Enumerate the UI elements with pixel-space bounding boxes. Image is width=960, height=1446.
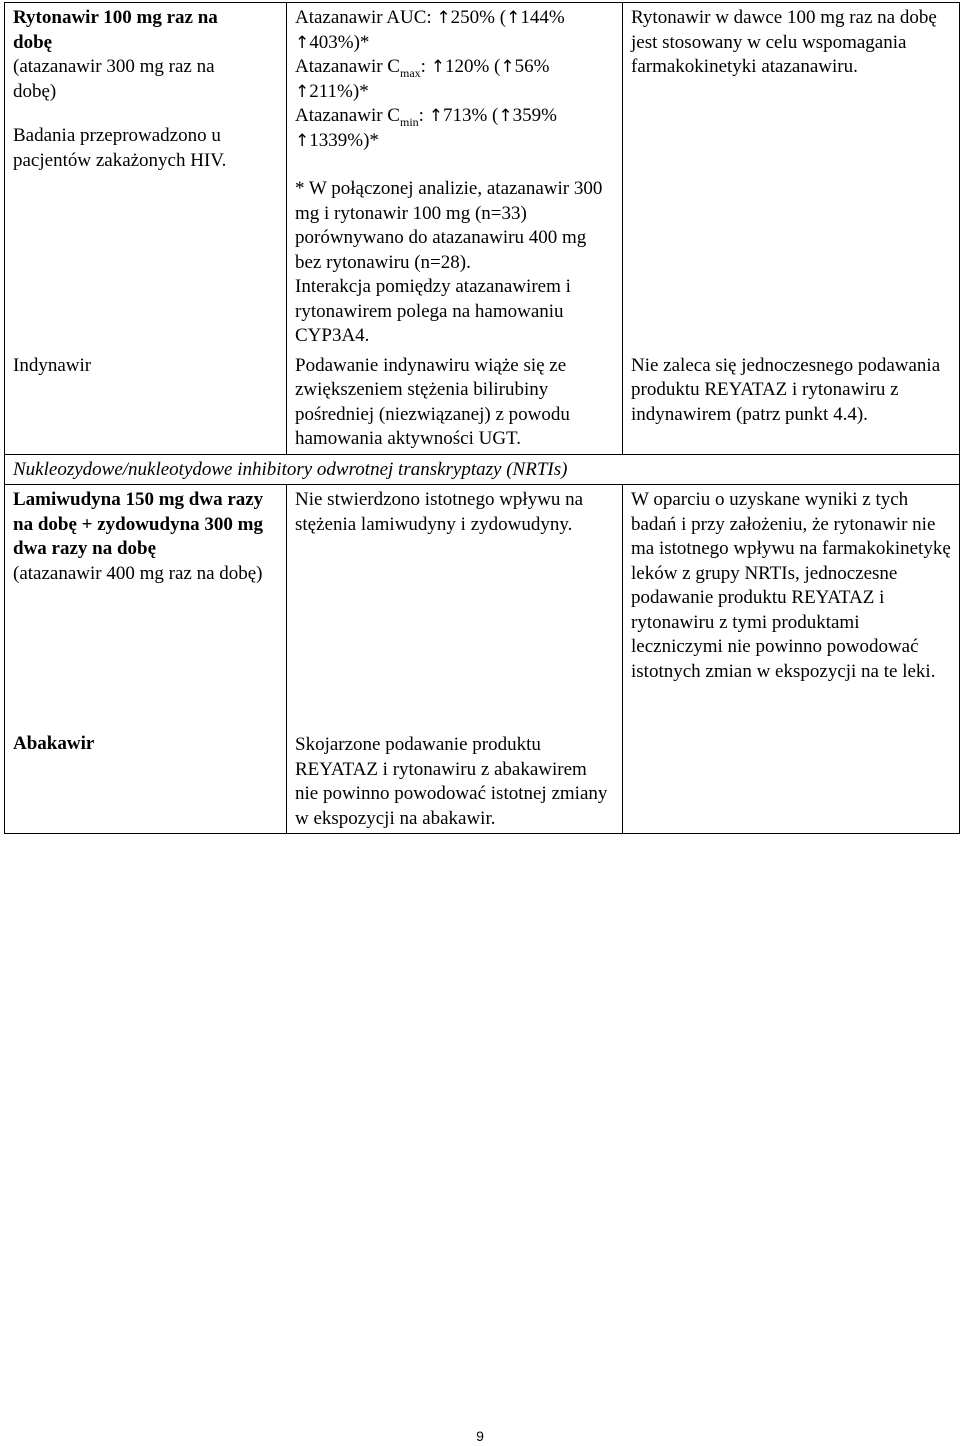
recommendation-text: Rytonawir w dawce 100 mg raz na dobę jest stosowany w celu wspomagania farmakokinetyki atazanawiru. [631, 7, 937, 77]
up-arrow-icon: ↑ [295, 81, 310, 102]
auc-range-low: 144% [520, 7, 565, 28]
cmax-line [295, 55, 614, 80]
effect-text: Nie stwierdzono istotnego wpływu na stężenia lamiwudyny i zydowudyny. [295, 489, 584, 535]
dose-line: (atazanawir 300 mg raz na [13, 56, 215, 77]
drug-name-line: dobę [13, 31, 53, 53]
effect-text: Skojarzone podawanie produktu REYATAZ i rytonawiru z abakawirem nie powinno powodować istotnej zmiany w ekspozycji na abakawir. [295, 734, 608, 829]
up-arrow-icon: ↑ [498, 106, 513, 126]
footnote: * W połączonej analizie, atazanawir 300 mg i rytonawir 100 mg (n=33) porównywano do atazanawiru 400 mg bez rytonawiru (n=28). [295, 178, 603, 273]
effect-text: Podawanie indynawiru wiąże się ze zwiększeniem stężenia bilirubiny pośredniej (niezwiązanej) z powodu hamowania aktywności UGT. [295, 354, 570, 449]
interaction-table [4, 2, 960, 834]
auc-value: 250% ( [450, 7, 507, 28]
drug-name: Lamiwudyna 150 mg dwa razy na dobę + zydowudyna 300 mg dwa razy na dobę [13, 489, 264, 559]
table-row [5, 351, 960, 455]
cmax-colon: : [420, 56, 431, 77]
effect-cell [287, 3, 623, 351]
auc-range-high: 403%)* [309, 31, 370, 53]
drug-cell [5, 351, 287, 455]
up-arrow-icon: ↑ [506, 8, 521, 28]
recommendation-cell [623, 3, 960, 351]
up-arrow-icon: ↑ [295, 32, 310, 53]
cmin-value: 713% ( [442, 105, 499, 126]
mechanism-note: Interakcja pomiędzy atazanawirem i rytonawirem polega na hamowaniu CYP3A4. [295, 276, 571, 346]
auc-label: Atazanawir AUC: [295, 7, 432, 28]
up-arrow-icon: ↑ [436, 8, 451, 28]
cmin-label: Atazanawir C [295, 105, 400, 126]
cmin-line [295, 104, 614, 129]
cmax-value: 120% ( [444, 56, 501, 77]
up-arrow-icon: ↑ [428, 106, 443, 126]
cmin-line-cont [295, 129, 614, 154]
recommendation-text: W oparciu o uzyskane wyniki z tych badań i przy założeniu, że rytonawir nie ma istotnego wpływu na farmakokinetykę leków z grupy NRTIs, jednoczesne podawanie produktu REYATAZ i rytonawiru z tymi produktami leczniczymi nie powinno powodować istotnych zmian w ekspozycji na te leki. [631, 489, 951, 682]
cmin-subscript: min [399, 114, 419, 129]
drug-cell [5, 485, 287, 834]
auc-line [295, 6, 614, 31]
page-number: 9 [476, 1428, 484, 1444]
table-row [5, 485, 960, 834]
cmin-range-high: 1339%)* [309, 129, 379, 151]
cmin-colon: : [418, 105, 429, 126]
up-arrow-icon: ↑ [295, 130, 310, 151]
cmin-range-low: 359% [512, 105, 557, 126]
study-note: Badania przeprowadzono u pacjentów zakażonych HIV. [13, 125, 227, 171]
dose-line: dobę) [13, 80, 57, 102]
cmax-subscript: max [399, 65, 421, 80]
effect-cell [287, 485, 623, 834]
cmax-range-low: 56% [514, 56, 550, 77]
section-header [5, 454, 960, 485]
cmax-label: Atazanawir C [295, 56, 400, 77]
recommendation-text: Nie zaleca się jednoczesnego podawania produktu REYATAZ i rytonawiru z indynawirem (patrz punkt 4.4). [631, 354, 941, 425]
drug-name: Indynawir [13, 354, 92, 376]
cmax-range-high: 211%)* [309, 80, 369, 102]
up-arrow-icon: ↑ [430, 57, 445, 77]
section-header-text: Nukleozydowe/nukleotydowe inhibitory odwrotnej transkryptazy (NRTIs) [13, 458, 568, 480]
auc-line-cont [295, 31, 614, 56]
drug-name: Abakawir [13, 733, 95, 754]
dose-line: (atazanawir 400 mg raz na dobę) [13, 562, 263, 584]
drug-cell [5, 3, 287, 351]
effect-cell [287, 351, 623, 455]
cmax-line-cont [295, 80, 614, 105]
table-row [5, 454, 960, 485]
drug-name-line: Rytonawir 100 mg raz na [13, 7, 218, 28]
recommendation-cell [623, 351, 960, 455]
up-arrow-icon: ↑ [500, 57, 515, 77]
recommendation-cell [623, 485, 960, 834]
table-row [5, 3, 960, 351]
